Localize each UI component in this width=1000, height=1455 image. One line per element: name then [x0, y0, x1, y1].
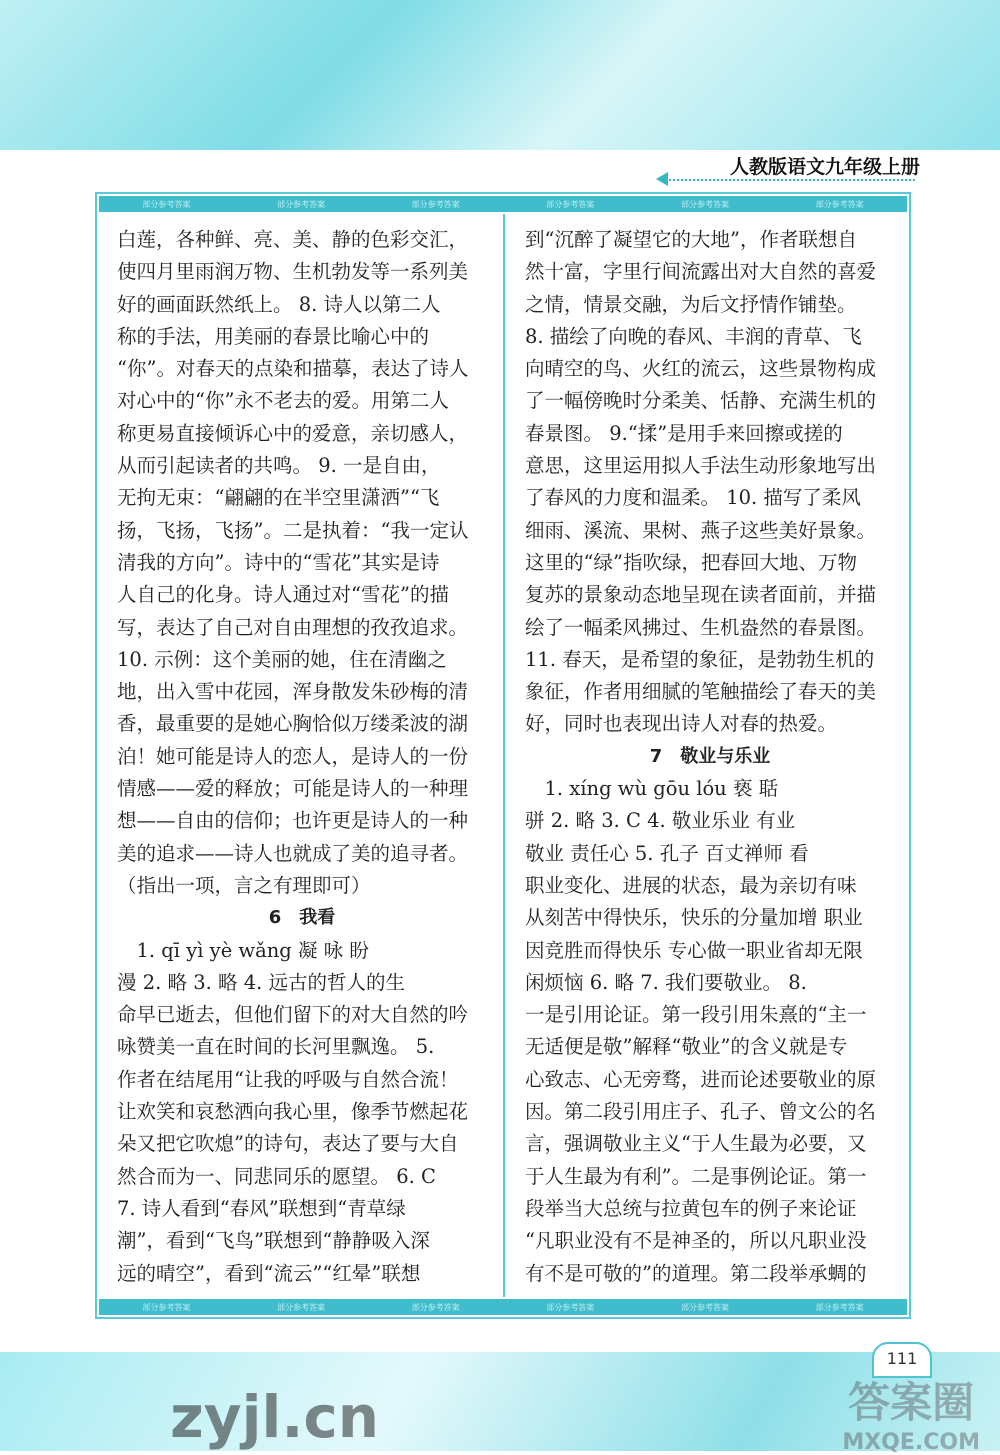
top-decorative-banner — [0, 0, 1000, 150]
band-label: 部分参考答案 — [546, 1302, 595, 1312]
text-line: 然十富，字里行间流露出对大自然的喜爱 — [525, 260, 877, 284]
band-label: 部分参考答案 — [411, 1302, 460, 1312]
band-label: 部分参考答案 — [546, 199, 595, 209]
text-line: 咏赞美一直在时间的长河里飘逸。 5. — [117, 1035, 435, 1059]
section-heading: 7 敬业与乐业 — [649, 745, 771, 767]
text-line: 于人生最为有利”。二是事例论证。第一 — [525, 1164, 867, 1188]
section-heading: 6 我看 — [268, 907, 336, 929]
band-label: 部分参考答案 — [815, 1302, 864, 1312]
book-title: 人教版语文九年级上册 — [729, 156, 920, 178]
text-line: 之情，情景交融，为后文抒情作铺垫。 — [525, 292, 857, 316]
text-line: 到“沉醉了凝望它的大地”，作者联想自 — [525, 228, 857, 251]
text-line: 10. 示例：这个美丽的她，住在清幽之 — [117, 647, 447, 671]
text-line: 了春风的力度和温柔。 10. 描写了柔风 — [525, 486, 861, 510]
text-line: 朵又把它吹熄”的诗句，表达了要与大自 — [117, 1132, 459, 1156]
text-line: 情感——爱的释放；可能是诗人的一种理 — [117, 777, 469, 801]
text-line: 7. 诗人看到“春风”联想到“青草绿 — [117, 1196, 406, 1220]
text-line: 对心中的“你”永不老去的爱。用第二人 — [117, 389, 449, 413]
answer-frame — [95, 192, 911, 1319]
text-line: 潮”，看到“飞鸟”联想到“静静吸入深 — [117, 1229, 430, 1253]
band-label: 部分参考答案 — [276, 1302, 325, 1312]
band-label: 部分参考答案 — [142, 199, 191, 209]
text-line: 使四月里雨润万物、生机勃发等一系列美 — [117, 260, 469, 284]
band-label: 部分参考答案 — [142, 1302, 191, 1312]
watermark-logo-en: MXQE.COM — [842, 1430, 980, 1455]
title-rule — [660, 179, 915, 181]
text-line: 好的画面跃然纸上。 8. 诗人以第二人 — [117, 292, 441, 316]
text-line: 命早已逝去，但他们留下的对大自然的吟 — [117, 1003, 469, 1027]
text-line: 从刻苦中得快乐，快乐的分量加增 职业 — [525, 906, 863, 930]
text-line: 从而引起读者的共鸣。 9. 一是自由， — [117, 454, 441, 478]
band-label: 部分参考答案 — [680, 1302, 729, 1312]
text-line: 闲烦恼 6. 略 7. 我们要敬业。 8. — [525, 970, 807, 994]
text-line: 称的手法，用美丽的春景比喻心中的 — [117, 324, 430, 348]
text-line: 一是引用论证。第一段引用朱熹的“主一 — [525, 1003, 867, 1027]
band-label: 部分参考答案 — [680, 199, 729, 209]
text-line: 人自己的化身。诗人通过对“雪花”的描 — [117, 583, 449, 607]
text-line: 有不是可敬的”的道理。第二段举承蜩的 — [525, 1261, 867, 1285]
band-label: 部分参考答案 — [411, 199, 460, 209]
watermark-site: zyjl.cn — [170, 1383, 380, 1451]
text-line: 无拘无束：“翩翩的在半空里潇洒”“飞 — [117, 486, 440, 510]
text-line: “凡职业没有不是神圣的，所以凡职业没 — [525, 1229, 867, 1253]
text-line: 意思，这里运用拟人手法生动形象地写出 — [525, 454, 877, 478]
text-line: 无适便是敬”解释“敬业”的含义就是专 — [525, 1035, 848, 1059]
text-line: 美的追求——诗人也就成了美的追寻者。 — [117, 841, 469, 865]
text-line: 1. qī yì yè wǎng 凝 咏 盼 — [117, 938, 369, 962]
band-label: 部分参考答案 — [276, 199, 325, 209]
text-line: 8. 描绘了向晚的春风、丰润的青草、飞 — [525, 324, 862, 348]
text-line: 向晴空的鸟、火红的流云，这些景物构成 — [525, 357, 877, 381]
text-line: 心致志、心无旁骛，进而论述要敬业的原 — [525, 1067, 877, 1091]
text-line: 11. 春天，是希望的象征，是勃勃生机的 — [525, 647, 875, 671]
text-line: 泊！她可能是诗人的恋人，是诗人的一份 — [117, 744, 469, 768]
text-line: 因竞胜而得快乐 专心做一职业省却无限 — [525, 938, 863, 962]
text-line: 想——自由的信仰；也许更是诗人的一种 — [117, 809, 469, 833]
text-line: 然合而为一、同悲同乐的愿望。 6. C — [117, 1164, 436, 1188]
text-line: 职业变化、进展的状态，最为亲切有味 — [525, 873, 857, 897]
text-line: 好，同时也表现出诗人对春的热爱。 — [525, 712, 838, 736]
text-line: 因。第二段引用庄子、孔子、曾文公的名 — [525, 1100, 877, 1124]
text-line: （指出一项，言之有理即可） — [117, 873, 371, 897]
text-line: 敬业 责任心 5. 孔子 百丈禅师 看 — [525, 841, 809, 865]
text-line: 地，出入雪中花园，浑身散发朱砂梅的清 — [117, 680, 469, 704]
text-line: 1. xíng wù gōu lóu 亵 聒 — [525, 777, 779, 801]
left-column — [117, 224, 487, 1290]
text-line: 香，最重要的是她心胸恰似万缕柔波的湖 — [117, 712, 469, 736]
text-line: 作者在结尾用“让我的呼吸与自然合流！ — [117, 1067, 459, 1091]
text-line: 扬，飞扬，飞扬”。二是执着：“我一定认 — [117, 518, 469, 542]
band-label: 部分参考答案 — [815, 199, 864, 209]
text-line: 绘了一幅柔风拂过、生机盎然的春景图。 — [525, 615, 877, 639]
text-line: 言，强调敬业主义“于人生最为必要，又 — [525, 1132, 867, 1156]
text-line: 春景图。 9.“揉”是用手来回擦或搓的 — [525, 421, 843, 445]
text-line: 远的晴空”，看到“流云”“红晕”联想 — [117, 1261, 421, 1285]
right-column — [525, 224, 895, 1290]
text-line: 骈 2. 略 3. C 4. 敬业乐业 有业 — [525, 809, 796, 833]
text-line: “你”。对春天的点染和描摹，表达了诗人 — [117, 357, 469, 381]
bottom-label-band — [99, 1299, 907, 1315]
text-line: 称更易直接倾诉心中的爱意，亲切感人， — [117, 421, 469, 445]
column-divider — [503, 214, 505, 1297]
text-line: 复苏的景象动态地呈现在读者面前，并描 — [525, 583, 877, 607]
text-line: 写，表达了自己对自由理想的孜孜追求。 — [117, 615, 469, 639]
watermark-logo-cn: 答案圈 — [848, 1378, 975, 1427]
text-line: 让欢笑和哀愁洒向我心里，像季节燃起花 — [117, 1100, 469, 1124]
text-line: 象征，作者用细腻的笔触描绘了春天的美 — [525, 680, 877, 704]
text-line: 段举当大总统与拉黄包车的例子来论证 — [525, 1196, 857, 1220]
text-line: 了一幅傍晚时分柔美、恬静、充满生机的 — [525, 389, 877, 413]
top-label-band — [99, 196, 907, 212]
text-line: 白莲，各种鲜、亮、美、静的色彩交汇， — [117, 228, 469, 251]
text-line: 漫 2. 略 3. 略 4. 远古的哲人的生 — [117, 970, 406, 994]
text-line: 细雨、溪流、果树、燕子这些美好景象。 — [525, 518, 877, 542]
text-line: 这里的“绿”指吹绿，把春回大地、万物 — [525, 550, 857, 574]
page-number: 111 — [872, 1342, 932, 1378]
watermark-logo — [842, 1370, 980, 1455]
text-line: 清我的方向”。诗中的“雪花”其实是诗 — [117, 550, 440, 574]
